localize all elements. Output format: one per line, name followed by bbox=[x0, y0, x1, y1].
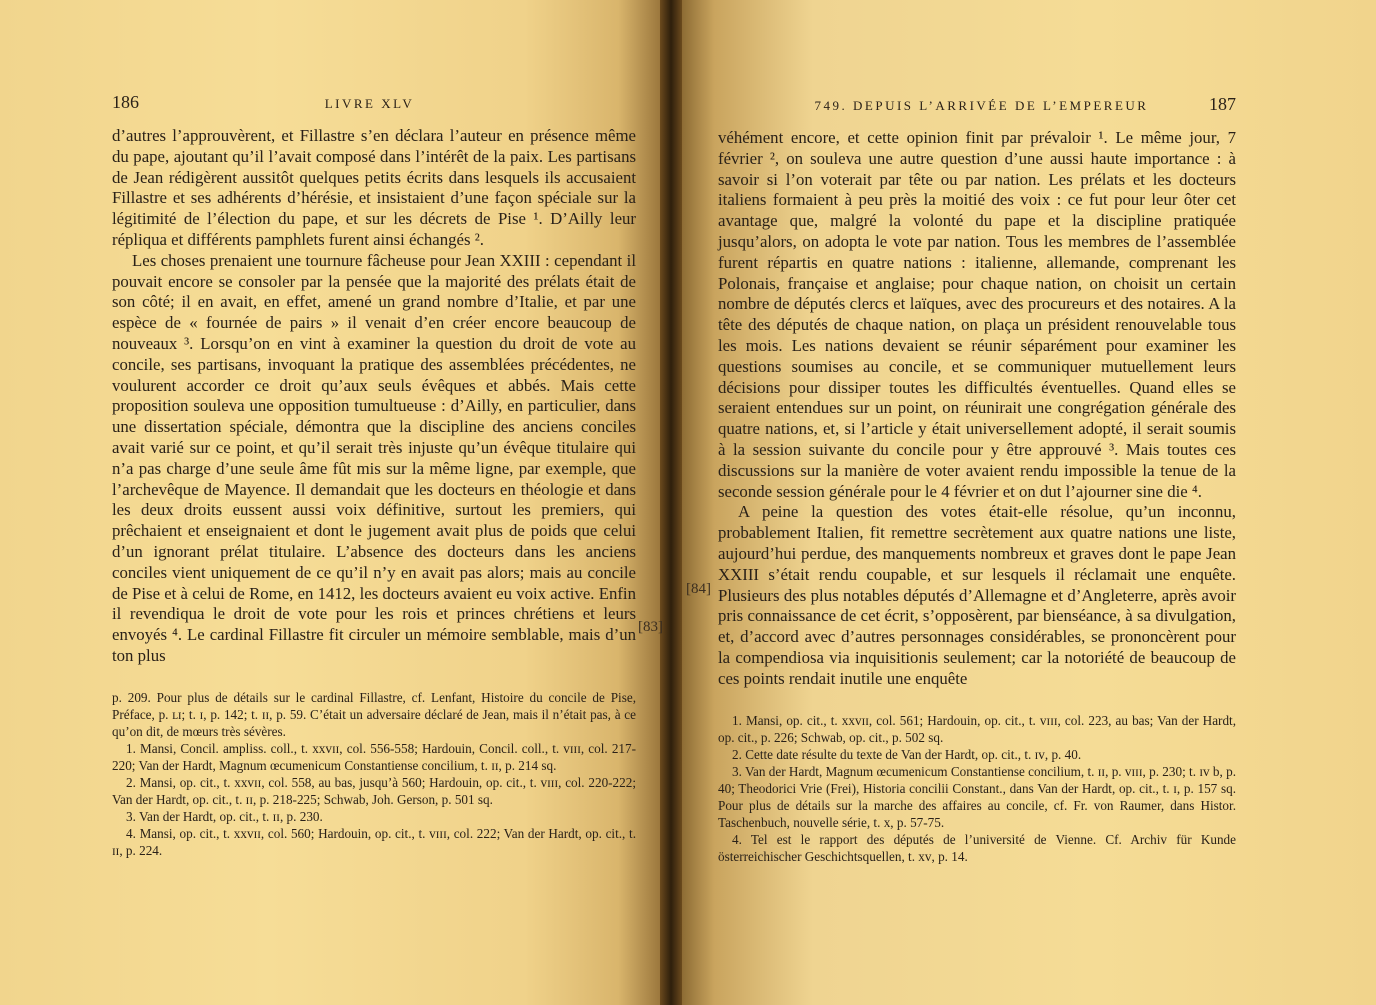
left-margin-number: [83] bbox=[638, 619, 663, 635]
left-page bbox=[0, 0, 672, 1005]
footnote: p. 209. Pour plus de détails sur le cardinal Fillastre, cf. Lenfant, Histoire du concile de Pise, Préface, p. ʟɪ; t. ɪ, p. 142; t. ɪɪ, p. 59. C’était un adversaire déclaré de Jean, mais il n’était pas, à ce qu’on dit, de mœurs très sévères. bbox=[112, 689, 636, 739]
footnote: 1. Mansi, Concil. ampliss. coll., t. xxᴠɪɪ, col. 556-558; Hardouin, Concil. coll., t. ᴠɪɪɪ, col. 217-220; Van der Hardt, Magnum œcumenicum Constantiense concilium, t. ɪɪ, p. 214 sq. bbox=[112, 740, 636, 773]
footnote: 3. Van der Hardt, Magnum œcumenicum Constantiense concilium, t. ɪɪ, p. ᴠɪɪɪ, p. 230; t. ɪᴠ b, p. 40; Theodorici Vrie (Frei), Historia concilii Constant., dans Van der Hardt, op. cit., t. ɪ, p. 157 sq. Pour plus de détails sur la marche des affaires au concile, cf. Fr. von Raumer, dans Histor. Taschenbuch, nouvelle série, t. x, p. 57-75. bbox=[718, 763, 1236, 830]
left-body-text bbox=[112, 126, 636, 667]
right-footnotes bbox=[718, 712, 1236, 865]
paragraph: A peine la question des votes était-elle résolue, qu’un inconnu, probablement Italien, fit remettre secrètement aux quatre nations une liste, aujourd’hui perdue, des manquements nombreux et graves dont le pape Jean XXIII s’était rendu coupable, et sur lesquels il réclamait une enquête. Plusieurs des plus notables députés d’Allemagne et d’Angleterre, après avoir pris connaissance de cet écrit, s’opposèrent, par bienséance, à sa divulgation, et, d’accord avec d’autres personnages considérables, se prononcèrent pour la compendiosa via inquisitionis seulement; car la notoriété de beaucoup de ces points rendait inutile une enquête bbox=[718, 502, 1236, 688]
paragraph: d’autres l’approuvèrent, et Fillastre s’en déclara l’auteur en présence même du pape, ajoutant qu’il l’avait composé dans l’intérêt de la paix. Les partisans de Jean rédigèrent aussitôt quelques petits écrits dans lesquels ils accusaient Fillastre et ses adhérents d’hérésie, et insistaient d’une façon spéciale sur la légitimité de l’élection du pape, et sur les décrets de Pise ¹. D’Ailly leur répliqua et différents pamphlets furent ainsi échangés ². bbox=[112, 126, 636, 249]
right-running-head bbox=[718, 94, 1236, 120]
footnote: 1. Mansi, op. cit., t. xxᴠɪɪ, col. 561; Hardouin, op. cit., t. ᴠɪɪɪ, col. 223, au bas; Van der Hardt, op. cit., p. 226; Schwab, op. cit., p. 502 sq. bbox=[718, 712, 1236, 745]
left-page-number: 186 bbox=[112, 92, 139, 112]
left-running-title: LIVRE XLV bbox=[324, 96, 415, 111]
footnote: 3. Van der Hardt, op. cit., t. ɪɪ, p. 230. bbox=[126, 808, 323, 824]
right-running-title: 749. DEPUIS L’ARRIVÉE DE L’EMPEREUR bbox=[814, 98, 1149, 113]
book-gutter bbox=[660, 0, 682, 1005]
paragraph: véhément encore, et cette opinion finit par prévaloir ¹. Le même jour, 7 février ², on souleva une autre question d’une aussi haute importance : à savoir si l’on voterait par tête ou par nation. Les prélats et les docteurs italiens formaient à peu près la moitié des voix : ce fut pour leur ôter cet avantage que, malgré la volonté du pape et la discipline pratiquée jusqu’alors, on adopta le vote par nation. Tous les membres de l’assemblée furent répartis en quatre nations : italienne, allemande, comprenant les Polonais, française et anglaise; pour chaque nation, on choisit un certain nombre de députés clercs et laïques, avec des procureurs et des notaires. A la tête des députés de chaque nation, on plaça un président renouvelable tous les mois. Les nations devaient se réunir séparément pour examiner les questions soumises au concile, et se communiquer mutuellement leurs décisions pour dissiper toutes les difficultés éventuelles. Quand elles se seraient entendues sur un point, on réunirait une congrégation générale des quatre nations, et, si l’article y était universellement adopté, il serait soumis à la session suivante du concile pour y être approuvé ³. Mais toutes ces discussions sur la manière de voter avaient rendu impossible la tenue de la seconde session générale pour le 4 février et on dut l’ajourner sine die ⁴. bbox=[718, 128, 1236, 501]
left-footnotes bbox=[112, 689, 636, 859]
right-page-number: 187 bbox=[1209, 94, 1236, 114]
footnote: 4. Tel est le rapport des députés de l’université de Vienne. Cf. Archiv für Kunde österreichischer Geschichtsquellen, t. xᴠ, p. 14. bbox=[718, 831, 1236, 864]
right-body-text bbox=[718, 128, 1236, 690]
footnote: 4. Mansi, op. cit., t. xxᴠɪɪ, col. 560; Hardouin, op. cit., t. ᴠɪɪɪ, col. 222; Van der Hardt, op. cit., t. ɪɪ, p. 224. bbox=[112, 825, 636, 858]
right-page bbox=[672, 0, 1376, 1005]
left-running-head bbox=[112, 92, 636, 118]
footnote: 2. Cette date résulte du texte de Van der Hardt, op. cit., t. ɪᴠ, p. 40. bbox=[732, 746, 1082, 762]
paragraph: Les choses prenaient une tournure fâcheuse pour Jean XXIII : cependant il pouvait encore se consoler par la pensée que la majorité des prélats était de son côté; il en avait, en effet, amené un grand nombre d’Italie, et par une espèce de « fournée de pairs » il venait d’en créer encore beaucoup de nouveaux ³. Lorsqu’on en vint à examiner la question du droit de vote au concile, ses partisans, invoquant la pratique des assemblées précédentes, ne voulurent accorder ce droit qu’aux seuls évêques et abbés. Mais cette proposition souleva une opposition tumultueuse : d’Ailly, en particulier, dans une dissertation spéciale, démontra que la discipline des anciens conciles avait varié sur ce point, et qu’il serait très injuste qu’un évêque titulaire qui n’a pas charge d’une seule âme fût mis sur la même ligne, par exemple, que l’archevêque de Mayence. Il demandait que les docteurs en théologie et dans les deux droits eussent aussi voix définitive, surtout les premiers, qui prêchaient et enseignaient et dont le jugement avait plus de poids que celui d’un ignorant prélat titulaire. L’absence des docteurs dans les anciens conciles vient uniquement de ce qu’il n’y en avait pas alors; mais au concile de Pise et à celui de Rome, en 1412, les docteurs avaient eu voix active. Enfin il revendiqua le droit de vote pour les rois et princes chrétiens et leurs envoyés ⁴. Le cardinal Fillastre fit circuler un mémoire semblable, mais d’un ton plus bbox=[112, 250, 636, 665]
footnote: 2. Mansi, op. cit., t. xxᴠɪɪ, col. 558, au bas, jusqu’à 560; Hardouin, op. cit., t. ᴠɪɪɪ, col. 220-222; Van der Hardt, op. cit., t. ɪɪ, p. 218-225; Schwab, Joh. Gerson, p. 501 sq. bbox=[112, 774, 636, 807]
right-margin-number: [84] bbox=[686, 581, 711, 597]
